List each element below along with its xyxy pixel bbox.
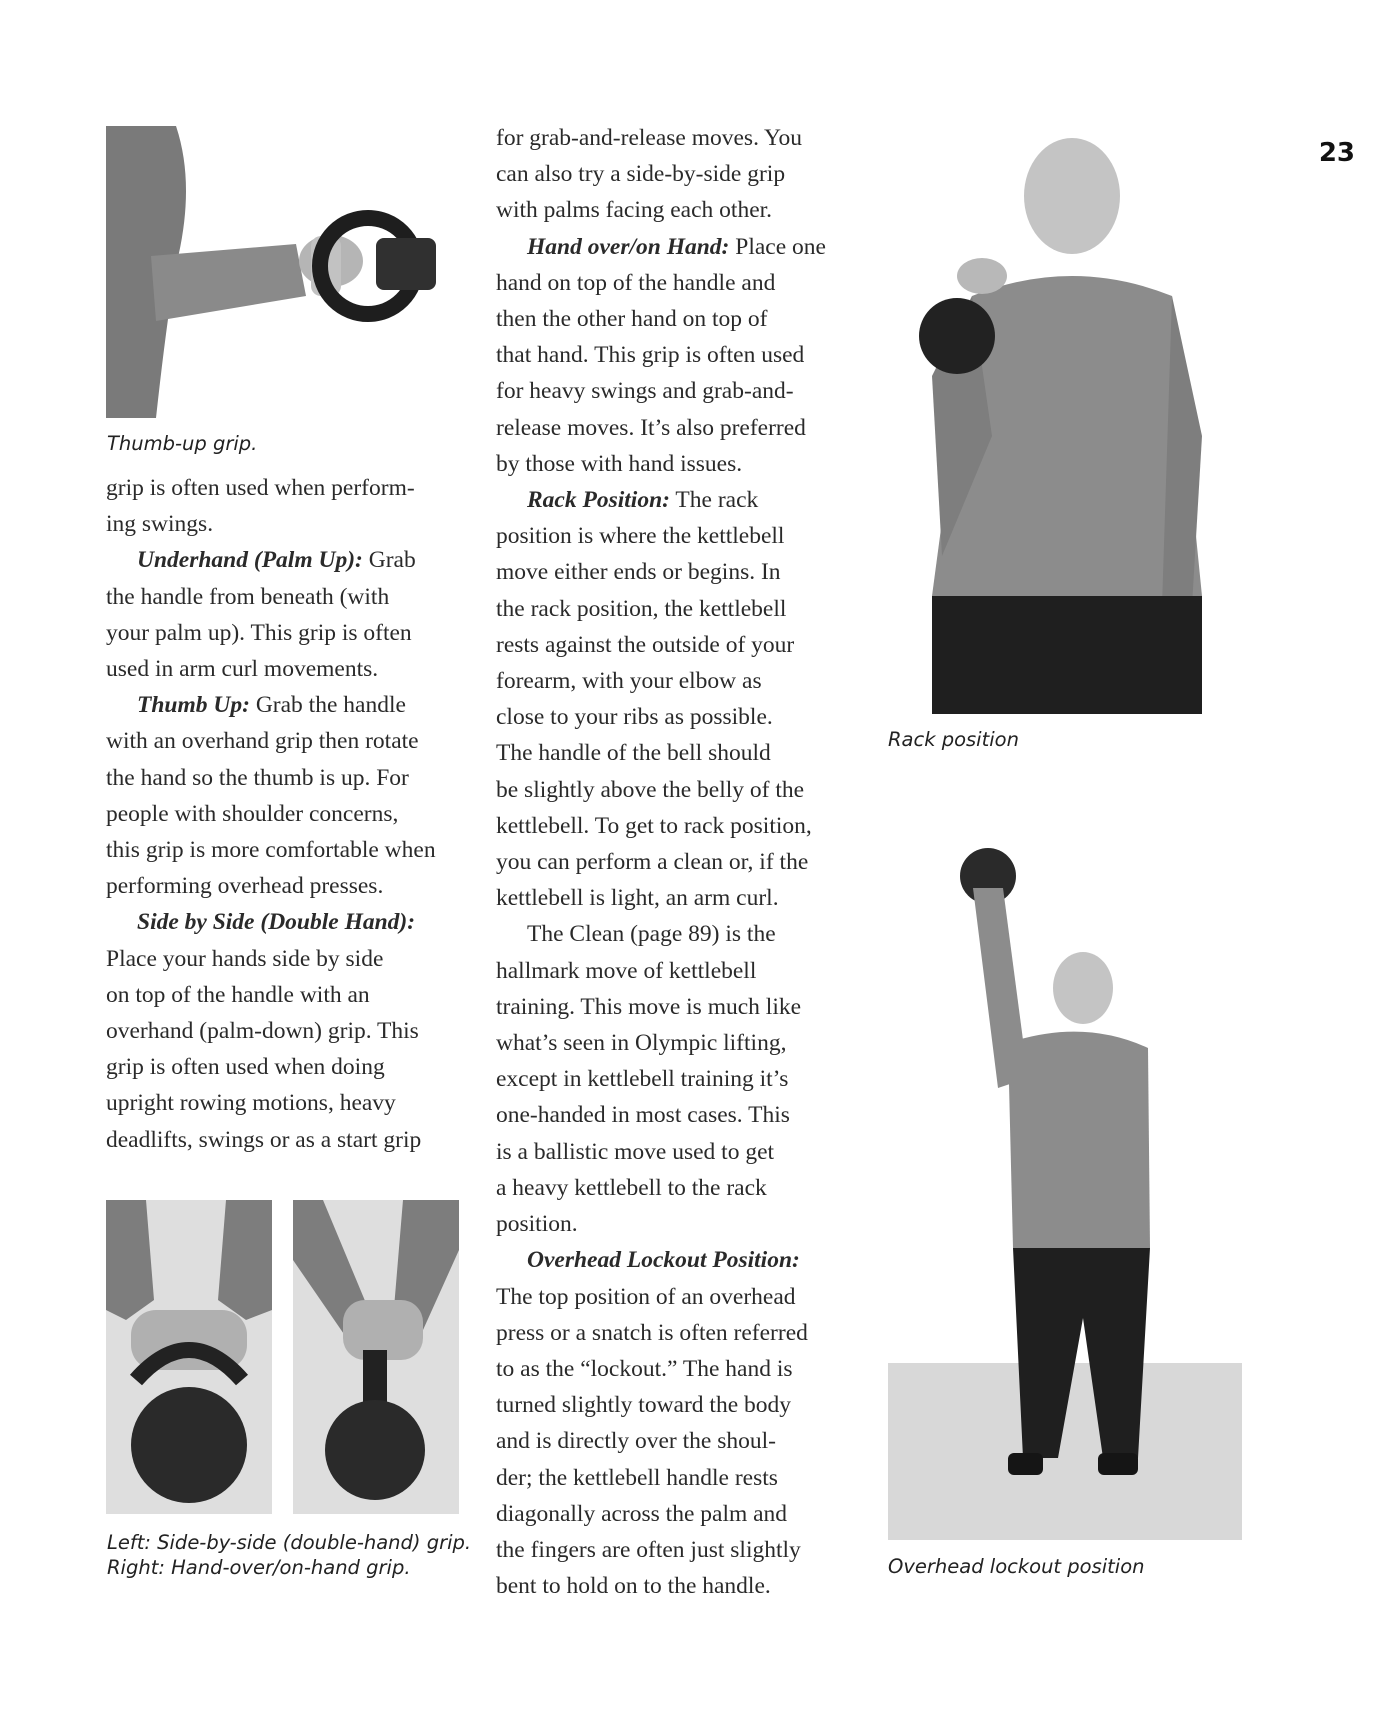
text-line: Place your hands side by side [106,945,384,972]
text-line: position is where the kettlebell [496,523,785,550]
text-line: performing overhead presses. [106,873,384,900]
text-line: used in arm curl movements. [106,656,379,683]
text-line: one-handed in most cases. This [496,1102,790,1129]
text-line: close to your ribs as possible. [496,704,773,731]
text-line: be slightly above the belly of the [496,776,805,803]
side-by-side-grip-photo [106,1200,272,1514]
heading-rack-position: Rack Position: [527,487,670,514]
text-line: move either ends or begins. In [496,559,781,586]
paragraph-hand-over-hand: Hand over/on Hand: Place one [527,233,826,260]
text-line: this grip is more comfortable when [106,837,436,864]
overhead-lockout-photo [888,848,1242,1540]
text-line: the fingers are often just slightly [496,1536,801,1563]
text-line: kettlebell is light, an arm curl. [496,885,779,912]
text-line: position. [496,1211,578,1238]
heading-overhead-lockout: Overhead Lockout Position: [527,1247,800,1274]
heading-hand-over-hand: Hand over/on Hand: [527,233,730,260]
text-line: is a ballistic move used to get [496,1138,775,1165]
text-line: kettlebell. To get to rack position, [496,812,812,839]
text-line: rests against the outside of your [496,631,795,658]
text-line: to as the “lockout.” The hand is [496,1355,793,1382]
paragraph-side-by-side [106,904,436,940]
overhead-lockout-caption: Overhead lockout position [888,1555,1145,1578]
text-line: can also try a side-by-side grip [496,161,786,188]
text-line: people with shoulder concerns, [106,800,399,827]
text-line: that hand. This grip is often used [496,342,805,369]
text-line: then the other hand on top of [496,306,768,333]
text-line: diagonally across the palm and [496,1500,788,1527]
text-line: upright rowing motions, heavy [106,1090,396,1117]
text-line: what’s seen in Olympic lifting, [496,1030,787,1057]
grips-caption-line-2: Right: Hand-over/on-hand grip. [107,1556,411,1579]
text-line: turned slightly toward the body [496,1392,792,1419]
text-line: forearm, with your elbow as [496,668,762,695]
text-line: bent to hold on to the handle. [496,1573,771,1600]
text-line: the hand so the thumb is up. For [106,764,409,791]
text-line: overhand (palm-down) grip. This [106,1018,419,1045]
page-number: 23 [1318,138,1355,168]
text-line: der; the kettlebell handle rests [496,1464,778,1491]
text-line: release moves. It’s also preferred [496,414,806,441]
text-line: ing swings. [106,511,214,538]
paragraph-rack-position: Rack Position: The rack [527,487,759,514]
rack-position-photo [912,136,1210,714]
text-column-2 [496,120,826,1604]
text-line: the handle from beneath (with [106,583,390,610]
text-line: with palms facing each other. [496,197,773,224]
text-line: on top of the handle with an [106,981,370,1008]
text-line: the rack position, the kettlebell [496,595,787,622]
paragraph-underhand: Underhand (Palm Up): Grab [137,547,416,574]
paragraph-thumb-up: Thumb Up: Grab the handle [137,692,406,719]
text-line: a heavy kettlebell to the rack [496,1174,767,1201]
heading-thumb-up: Thumb Up: [137,692,250,719]
text-line: your palm up). This grip is often [106,619,412,646]
text-line: training. This move is much like [496,993,802,1020]
text-column-1 [106,470,436,1158]
grips-caption-line-1: Left: Side-by-side (double-hand) grip. [107,1531,472,1554]
thumb-up-caption: Thumb-up grip. [107,432,258,455]
text-line: deadlifts, swings or as a start grip [106,1126,422,1153]
text-line: press or a snatch is often referred [496,1319,808,1346]
text-line: and is directly over the shoul- [496,1428,776,1455]
text-line: with an overhand grip then rotate [106,728,419,755]
text-line: for grab-and-release moves. You [496,125,803,151]
text-line: The handle of the bell should [496,740,771,767]
thumb-up-grip-photo [106,126,446,418]
heading-underhand: Underhand (Palm Up): [137,547,363,574]
text-line: for heavy swings and grab-and- [496,378,794,405]
text-line: by those with hand issues. [496,450,743,477]
text-line: hand on top of the handle and [496,269,776,296]
hand-over-hand-grip-photo [293,1200,459,1514]
text-line: except in kettlebell training it’s [496,1066,789,1093]
text-line: you can perform a clean or, if the [496,849,809,876]
text-line: hallmark move of kettlebell [496,957,757,984]
text-line: The top position of an overhead [496,1283,796,1310]
paragraph-overhead-lockout [496,1242,826,1278]
text-line: grip is often used when doing [106,1054,385,1081]
text-line: grip is often used when perform- [106,475,415,501]
paragraph-clean: The Clean (page 89) is the [527,921,776,948]
heading-side-by-side: Side by Side (Double Hand): [137,909,416,936]
rack-position-caption: Rack position [888,728,1019,751]
